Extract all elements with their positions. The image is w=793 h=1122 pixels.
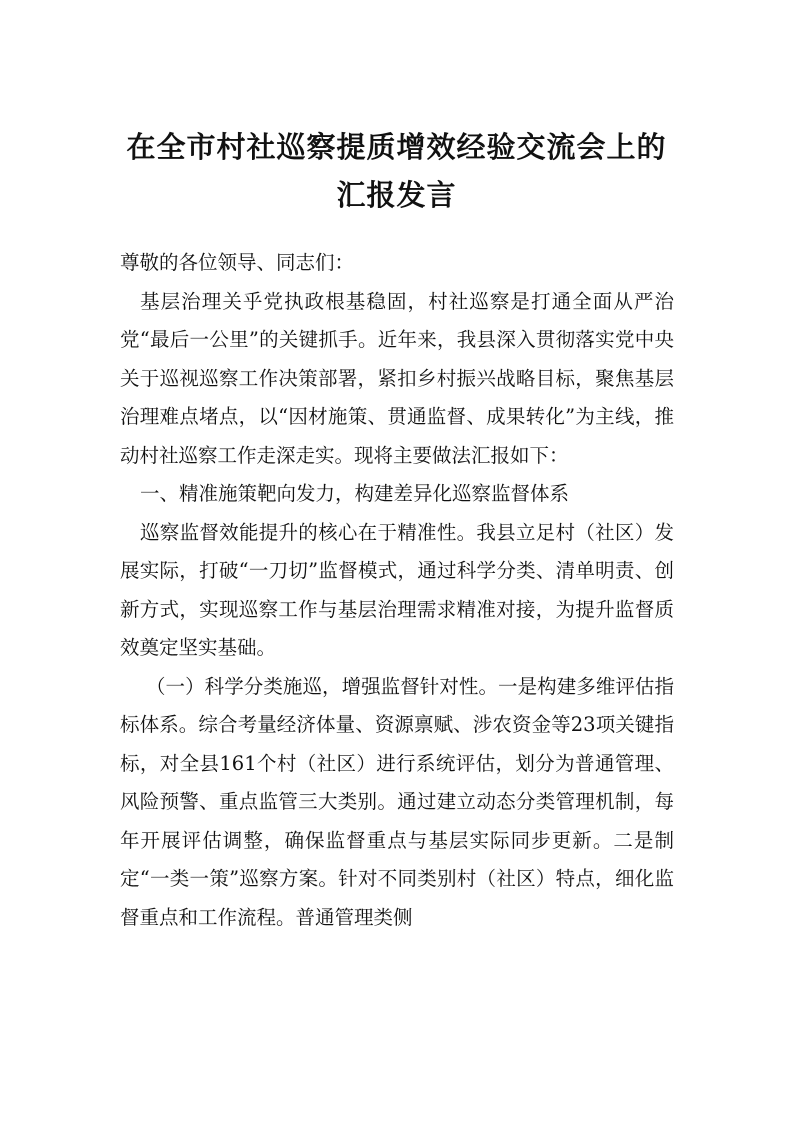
document-title-line-2: 汇报发言	[336, 178, 457, 212]
document-title-line-1: 在全市村社巡察提质增效经验交流会上的	[126, 130, 667, 164]
section-1-paragraph: 巡察监督效能提升的核心在于精准性。我县立足村（社区）发展实际，打破“一刀切”监督模式，通过科学分类、清单明责、创新方式，实现巡察工作与基层治理需求精准对接，为提升监督质效奠定坚实基础。	[120, 520, 674, 659]
subsection-1-paragraph: （一）科学分类施巡，增强监督针对性。一是构建多维评估指标体系。综合考量经济体量、资源禀赋、涉农资金等23项关键指标，对全县161个村（社区）进行系统评估，划分为普通管理、风险预警、重点监管三大类别。通过建立动态分类管理机制，每年开展评估调整，确保监督重点与基层实际同步更新。二是制定“一类一策”巡察方案。针对不同类别村（社区）特点，细化监督重点和工作流程。普通管理类侧	[120, 674, 674, 929]
section-heading-1: 一、精准施策靶向发力，构建差异化巡察监督体系	[140, 482, 570, 505]
document-body	[120, 244, 674, 937]
intro-paragraph: 基层治理关乎党执政根基稳固，村社巡察是打通全面从严治党“最后一公里”的关键抓手。近年来，我县深入贯彻落实党中央关于巡视巡察工作决策部署，紧扣乡村振兴战略目标，聚焦基层治理难点堵点，以“因材施策、贯通监督、成果转化”为主线，推动村社巡察工作走深走实。现将主要做法汇报如下：	[120, 289, 674, 467]
salutation: 尊敬的各位领导、同志们：	[120, 251, 355, 274]
